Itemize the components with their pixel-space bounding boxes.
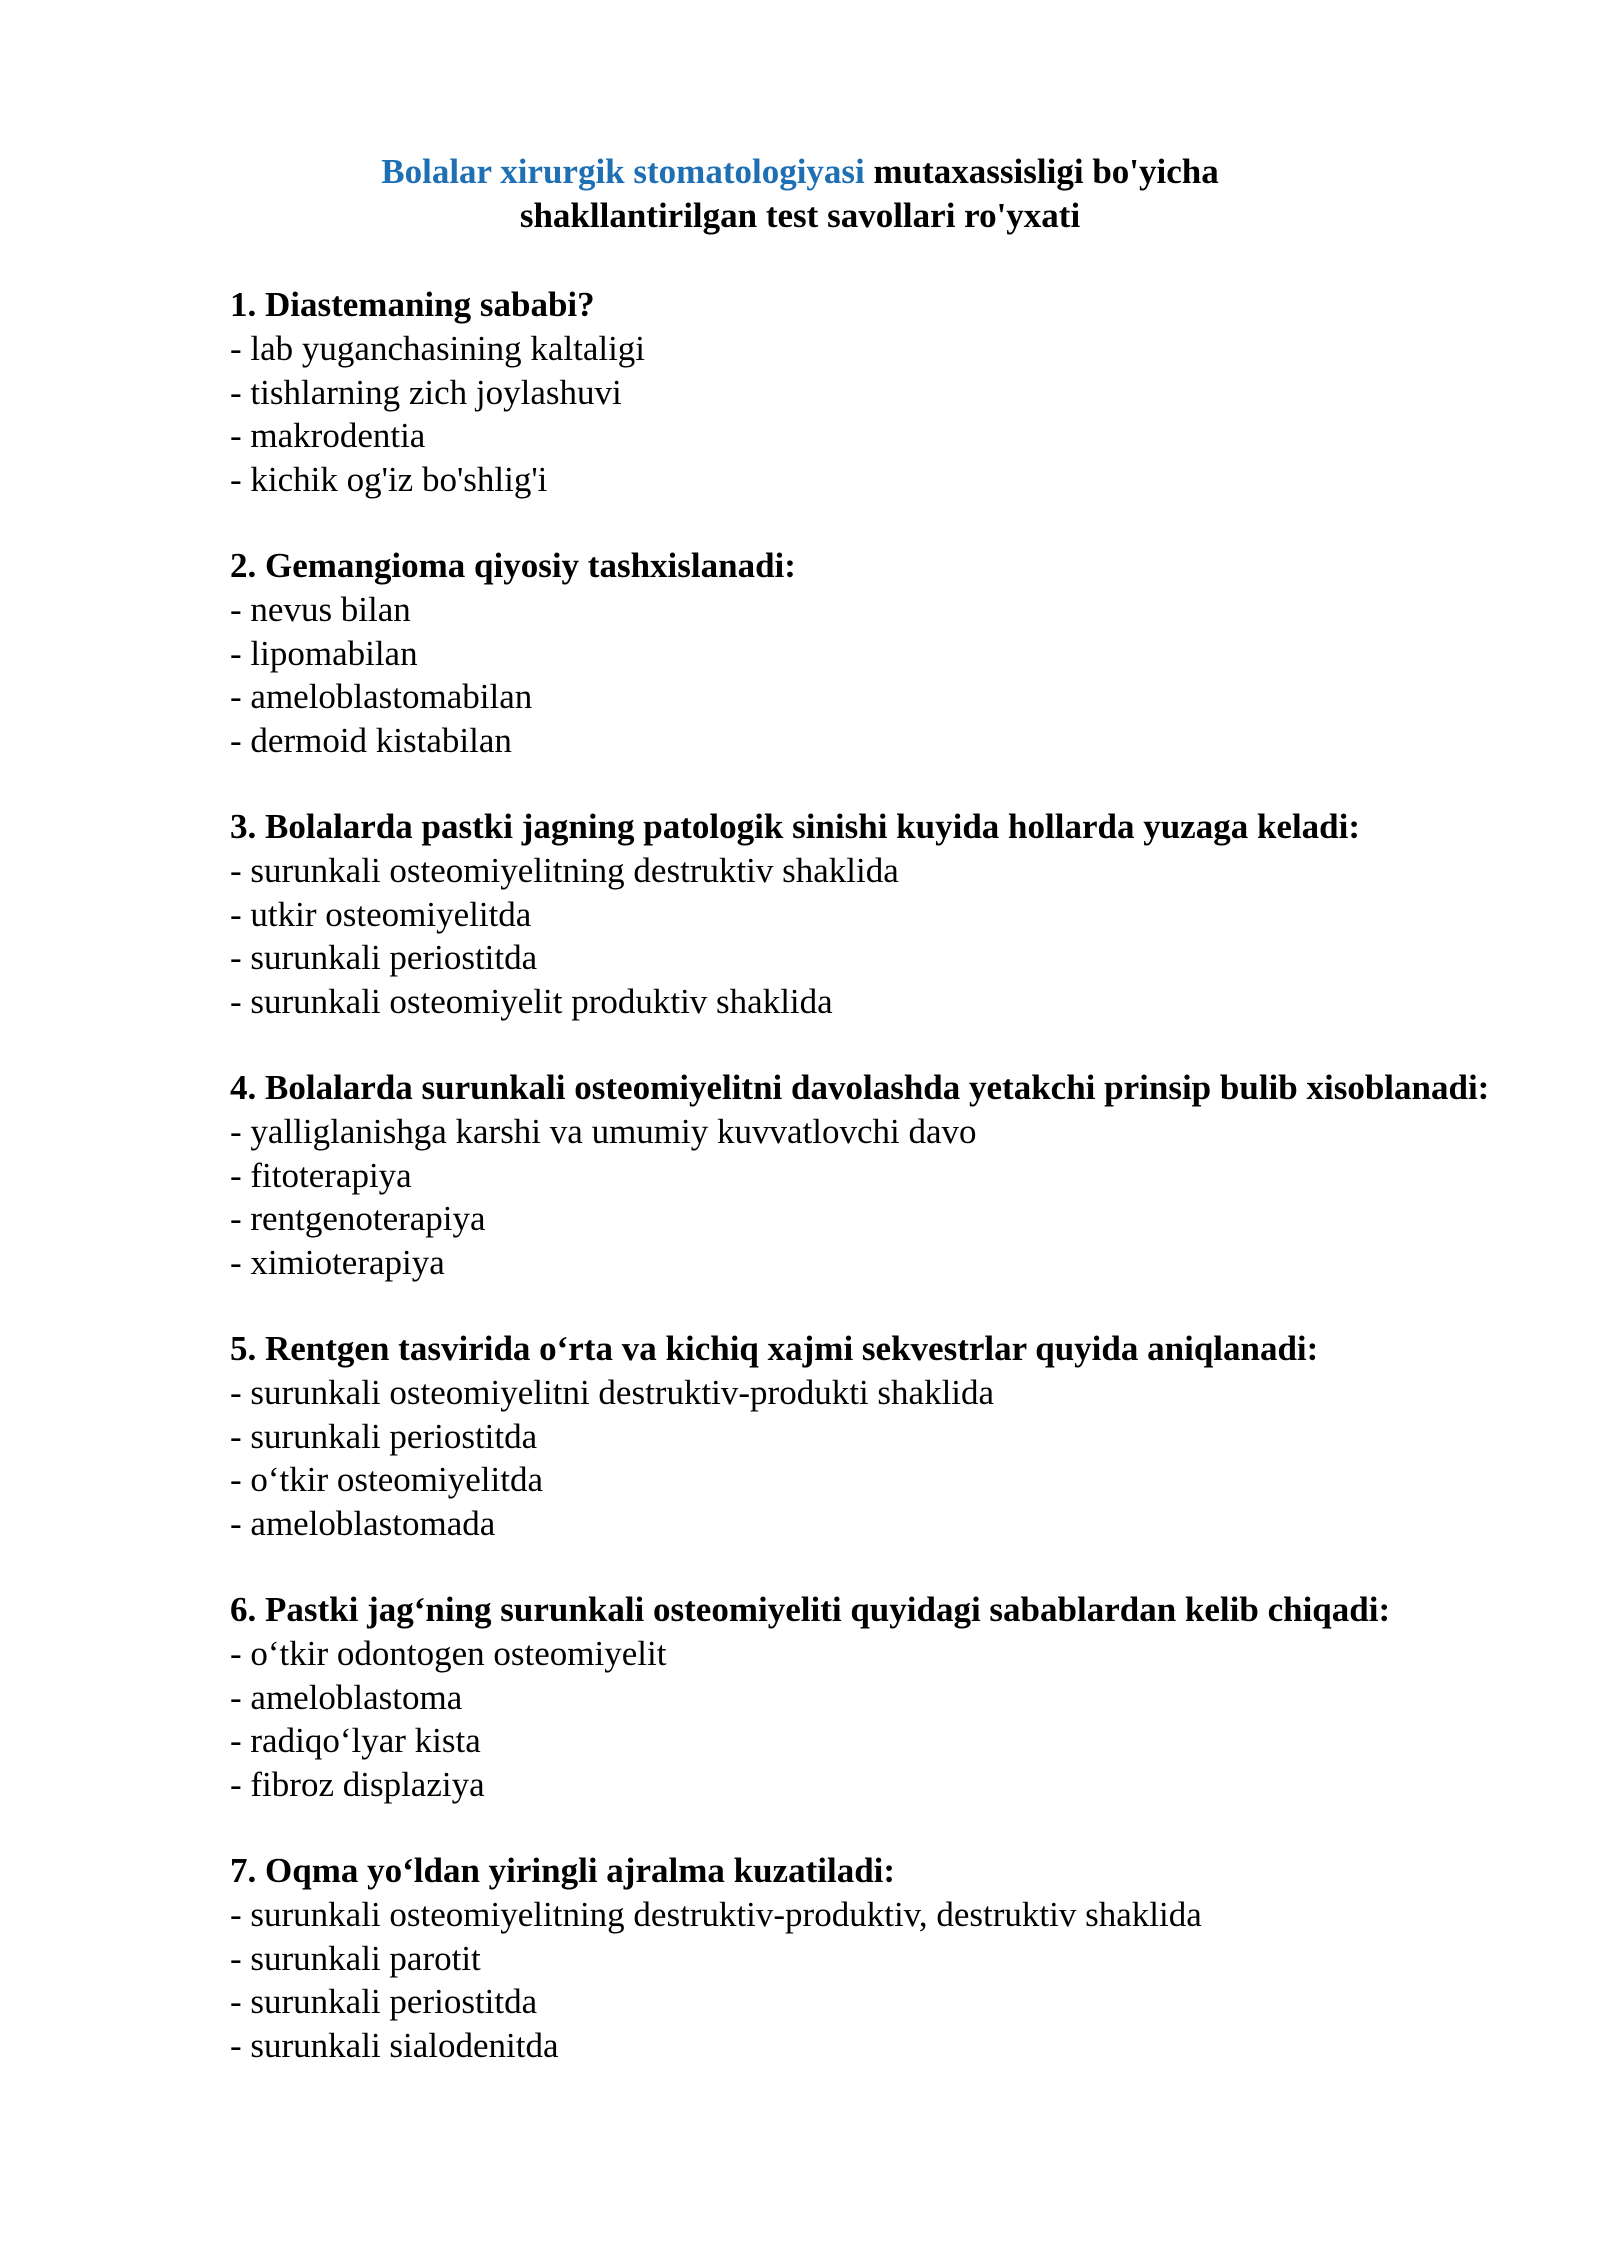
answer-option: - surunkali periostitda (230, 1416, 538, 1456)
answer-option: - kichik og'iz bo'shlig'i (230, 459, 548, 499)
question-heading: 3. Bolalarda pastki jagning patologik sinishi kuyida hollarda yuzaga keladi: (230, 807, 1361, 846)
question-5 (230, 1327, 1490, 1545)
answer-option: - fitoterapiya (230, 1155, 412, 1195)
answer-options (230, 1371, 1490, 1545)
question-heading: 5. Rentgen tasvirida o‘rta va kichiq xajmi sekvestrlar quyida aniqlanadi: (230, 1329, 1319, 1368)
answer-options (230, 327, 1490, 501)
answer-option: - o‘tkir odontogen osteomiyelit (230, 1634, 667, 1673)
title-specialty: Bolalar xirurgik stomatologiyasi (381, 152, 865, 191)
answer-options (230, 849, 1490, 1023)
answer-option: - rentgenoterapiya (230, 1199, 486, 1238)
answer-options (230, 1893, 1490, 2067)
answer-option: - yalliglanishga karshi va umumiy kuvvatlovchi davo (230, 1112, 977, 1151)
title-line-2: shakllantirilgan test savollari ro'yxati (519, 196, 1081, 235)
title-suffix: mutaxassisligi bo'yicha (864, 152, 1219, 191)
answer-options (230, 1110, 1490, 1284)
answer-option: - utkir osteomiyelitda (230, 894, 532, 934)
question-heading: 6. Pastki jag‘ning surunkali osteomiyeliti quyidagi sabablardan kelib chiqadi: (230, 1590, 1391, 1629)
question-heading: 1. Diastemaning sababi? (230, 285, 595, 324)
question-heading: 2. Gemangioma qiyosiy tashxislanadi: (230, 546, 796, 585)
question-list (230, 283, 1490, 2110)
answer-option: - surunkali osteomiyelitni destruktiv-produkti shaklida (230, 1373, 995, 1412)
answer-option: - tishlarning zich joylashuvi (230, 372, 622, 412)
question-heading: 4. Bolalarda surunkali osteomiyelitni davolashda yetakchi prinsip bulib xisoblanadi: (230, 1068, 1490, 1107)
answer-option: - lipomabilan (230, 633, 418, 673)
answer-option: - surunkali periostitda (230, 938, 538, 977)
answer-option: - radiqo‘lyar kista (230, 1721, 481, 1760)
answer-option: - ameloblastomabilan (230, 677, 533, 716)
question-6 (230, 1588, 1490, 1806)
answer-option: - surunkali osteomiyelit produktiv shaklida (230, 981, 833, 1021)
question-2 (230, 544, 1490, 762)
answer-option: - ameloblastomada (230, 1503, 496, 1543)
question-1 (230, 283, 1490, 501)
answer-option: - surunkali parotit (230, 1938, 481, 1978)
question-heading: 7. Oqma yo‘ldan yiringli ajralma kuzatiladi: (230, 1851, 896, 1890)
question-4 (230, 1066, 1490, 1284)
answer-options (230, 1632, 1490, 1806)
answer-option: - ximioterapiya (230, 1242, 445, 1282)
answer-option: - fibroz displaziya (230, 1764, 485, 1804)
answer-option: - o‘tkir osteomiyelitda (230, 1460, 543, 1499)
answer-option: - surunkali osteomiyelitning destruktiv shaklida (230, 851, 899, 890)
answer-option: - ameloblastoma (230, 1677, 463, 1717)
answer-option: - surunkali osteomiyelitning destruktiv-produktiv, destruktiv shaklida (230, 1895, 1202, 1934)
answer-option: - makrodentia (230, 416, 426, 455)
answer-option: - surunkali periostitda (230, 1982, 538, 2021)
document-title (0, 150, 1600, 238)
question-3 (230, 805, 1490, 1023)
answer-option: - lab yuganchasining kaltaligi (230, 329, 646, 368)
question-7 (230, 1849, 1490, 2067)
answer-option: - surunkali sialodenitda (230, 2025, 559, 2065)
answer-options (230, 588, 1490, 762)
answer-option: - dermoid kistabilan (230, 720, 512, 760)
answer-option: - nevus bilan (230, 590, 411, 629)
